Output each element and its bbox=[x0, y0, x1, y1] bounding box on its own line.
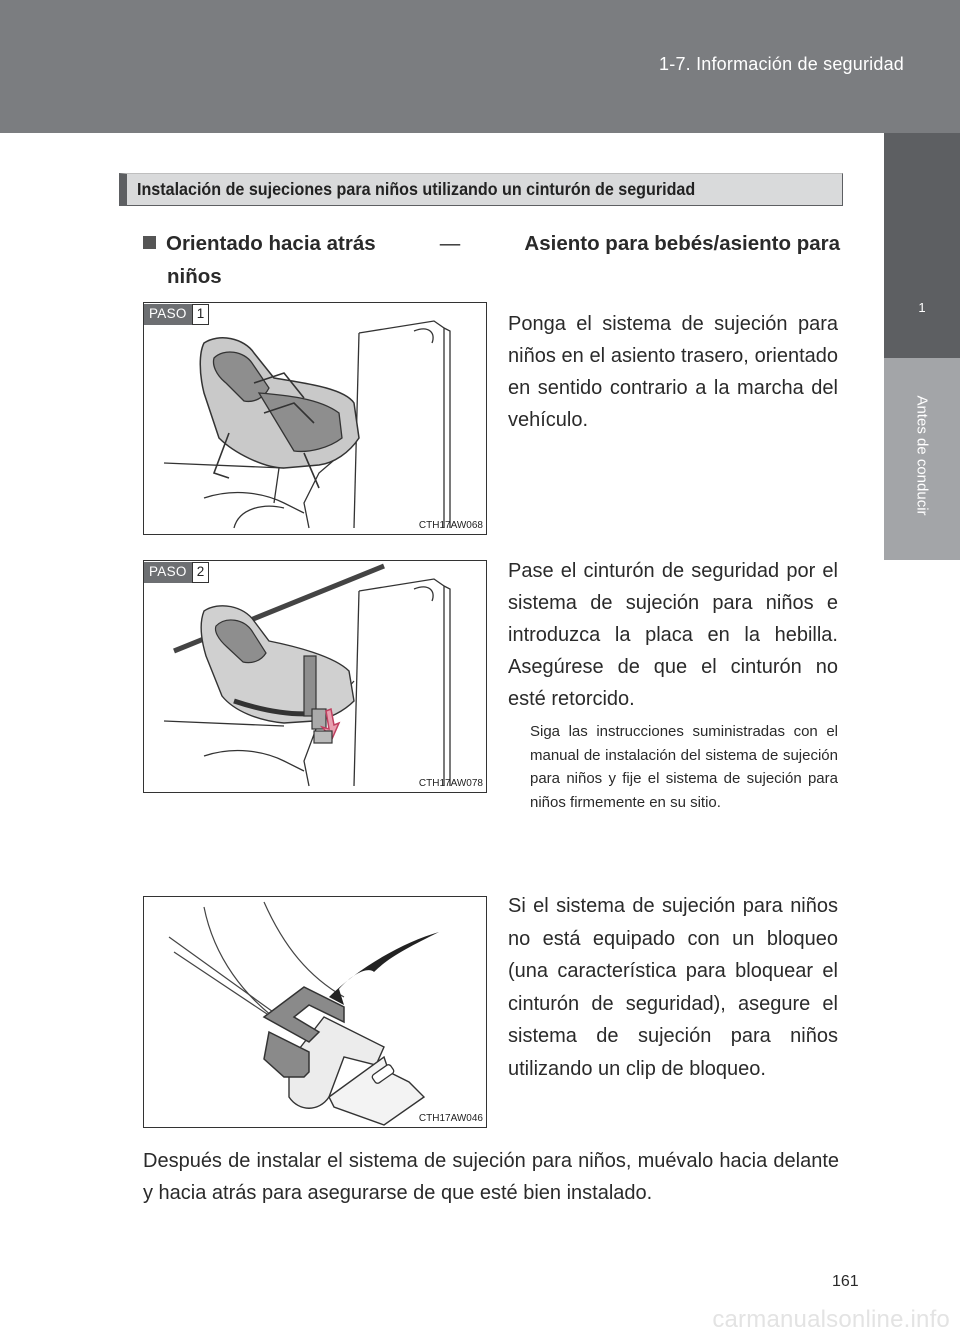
page-number: 161 bbox=[832, 1273, 859, 1290]
child-seat-illustration-1 bbox=[144, 303, 487, 535]
watermark-text: carmanualsonline.info bbox=[712, 1306, 950, 1333]
figure-code: CTH17AW068 bbox=[418, 520, 483, 531]
step-2-text: Pase el cinturón de seguridad por el sistema de sujeción para niños e introduzca la placa en la hebilla. Asegúrese de que el cinturón no esté retorcido. bbox=[508, 560, 838, 710]
step-badge-label: PASO bbox=[144, 562, 192, 583]
child-seat-belt-illustration bbox=[144, 561, 487, 793]
step-1-text: Ponga el sistema de sujeción para niños en el asiento trasero, orientado en sentido contrario a la marcha del vehículo. bbox=[508, 313, 838, 431]
side-tab-label: Antes de conducir bbox=[913, 395, 931, 516]
figure-code: CTH17AW078 bbox=[418, 778, 483, 789]
subheading bbox=[143, 227, 840, 293]
subheading-dash: — bbox=[439, 232, 461, 255]
subheading-part3: niños bbox=[167, 265, 222, 288]
step-2-note: Siga las instrucciones suministradas con el manual de instalación del sistema de sujeción para niños y fije el sistema de sujeción para niños firmemente en su sitio. bbox=[530, 723, 838, 811]
figure-step-2 bbox=[143, 560, 487, 793]
locking-clip-text: Si el sistema de sujeción para niños no está equipado con un bloqueo (una característica para bloquear el cinturón de seguridad), asegure el sistema de sujeción para niños utilizando un clip de bloqueo. bbox=[508, 895, 838, 1080]
step-badge-label: PASO bbox=[144, 304, 192, 325]
side-tab-number: 1 bbox=[918, 300, 926, 315]
closing-text: Después de instalar el sistema de sujeción para niños, muévalo hacia delante y hacia atrás para asegurarse de que esté bien instalado. bbox=[143, 1150, 839, 1204]
side-tab-label-box bbox=[884, 372, 960, 552]
chapter-title: 1-7. Información de seguridad bbox=[659, 54, 904, 74]
section-title: Instalación de sujeciones para niños utilizando un cinturón de seguridad bbox=[137, 179, 696, 199]
figure-step-1 bbox=[143, 302, 487, 535]
subheading-part2: Asiento para bebés/asiento para bbox=[524, 232, 840, 255]
locking-clip-illustration bbox=[144, 897, 487, 1128]
step-badge-1 bbox=[144, 304, 209, 325]
watermark bbox=[0, 1302, 960, 1335]
subheading-part1: Orientado hacia atrás bbox=[166, 232, 376, 255]
page-header bbox=[0, 0, 960, 133]
figure-code: CTH17AW046 bbox=[418, 1113, 483, 1124]
square-bullet-icon bbox=[143, 236, 156, 249]
side-tab bbox=[884, 133, 960, 358]
figure-locking-clip bbox=[143, 896, 487, 1128]
step-badge-2 bbox=[144, 562, 209, 583]
section-title-bar bbox=[119, 173, 843, 206]
step-badge-number: 1 bbox=[192, 304, 210, 325]
step-badge-number: 2 bbox=[192, 562, 210, 583]
